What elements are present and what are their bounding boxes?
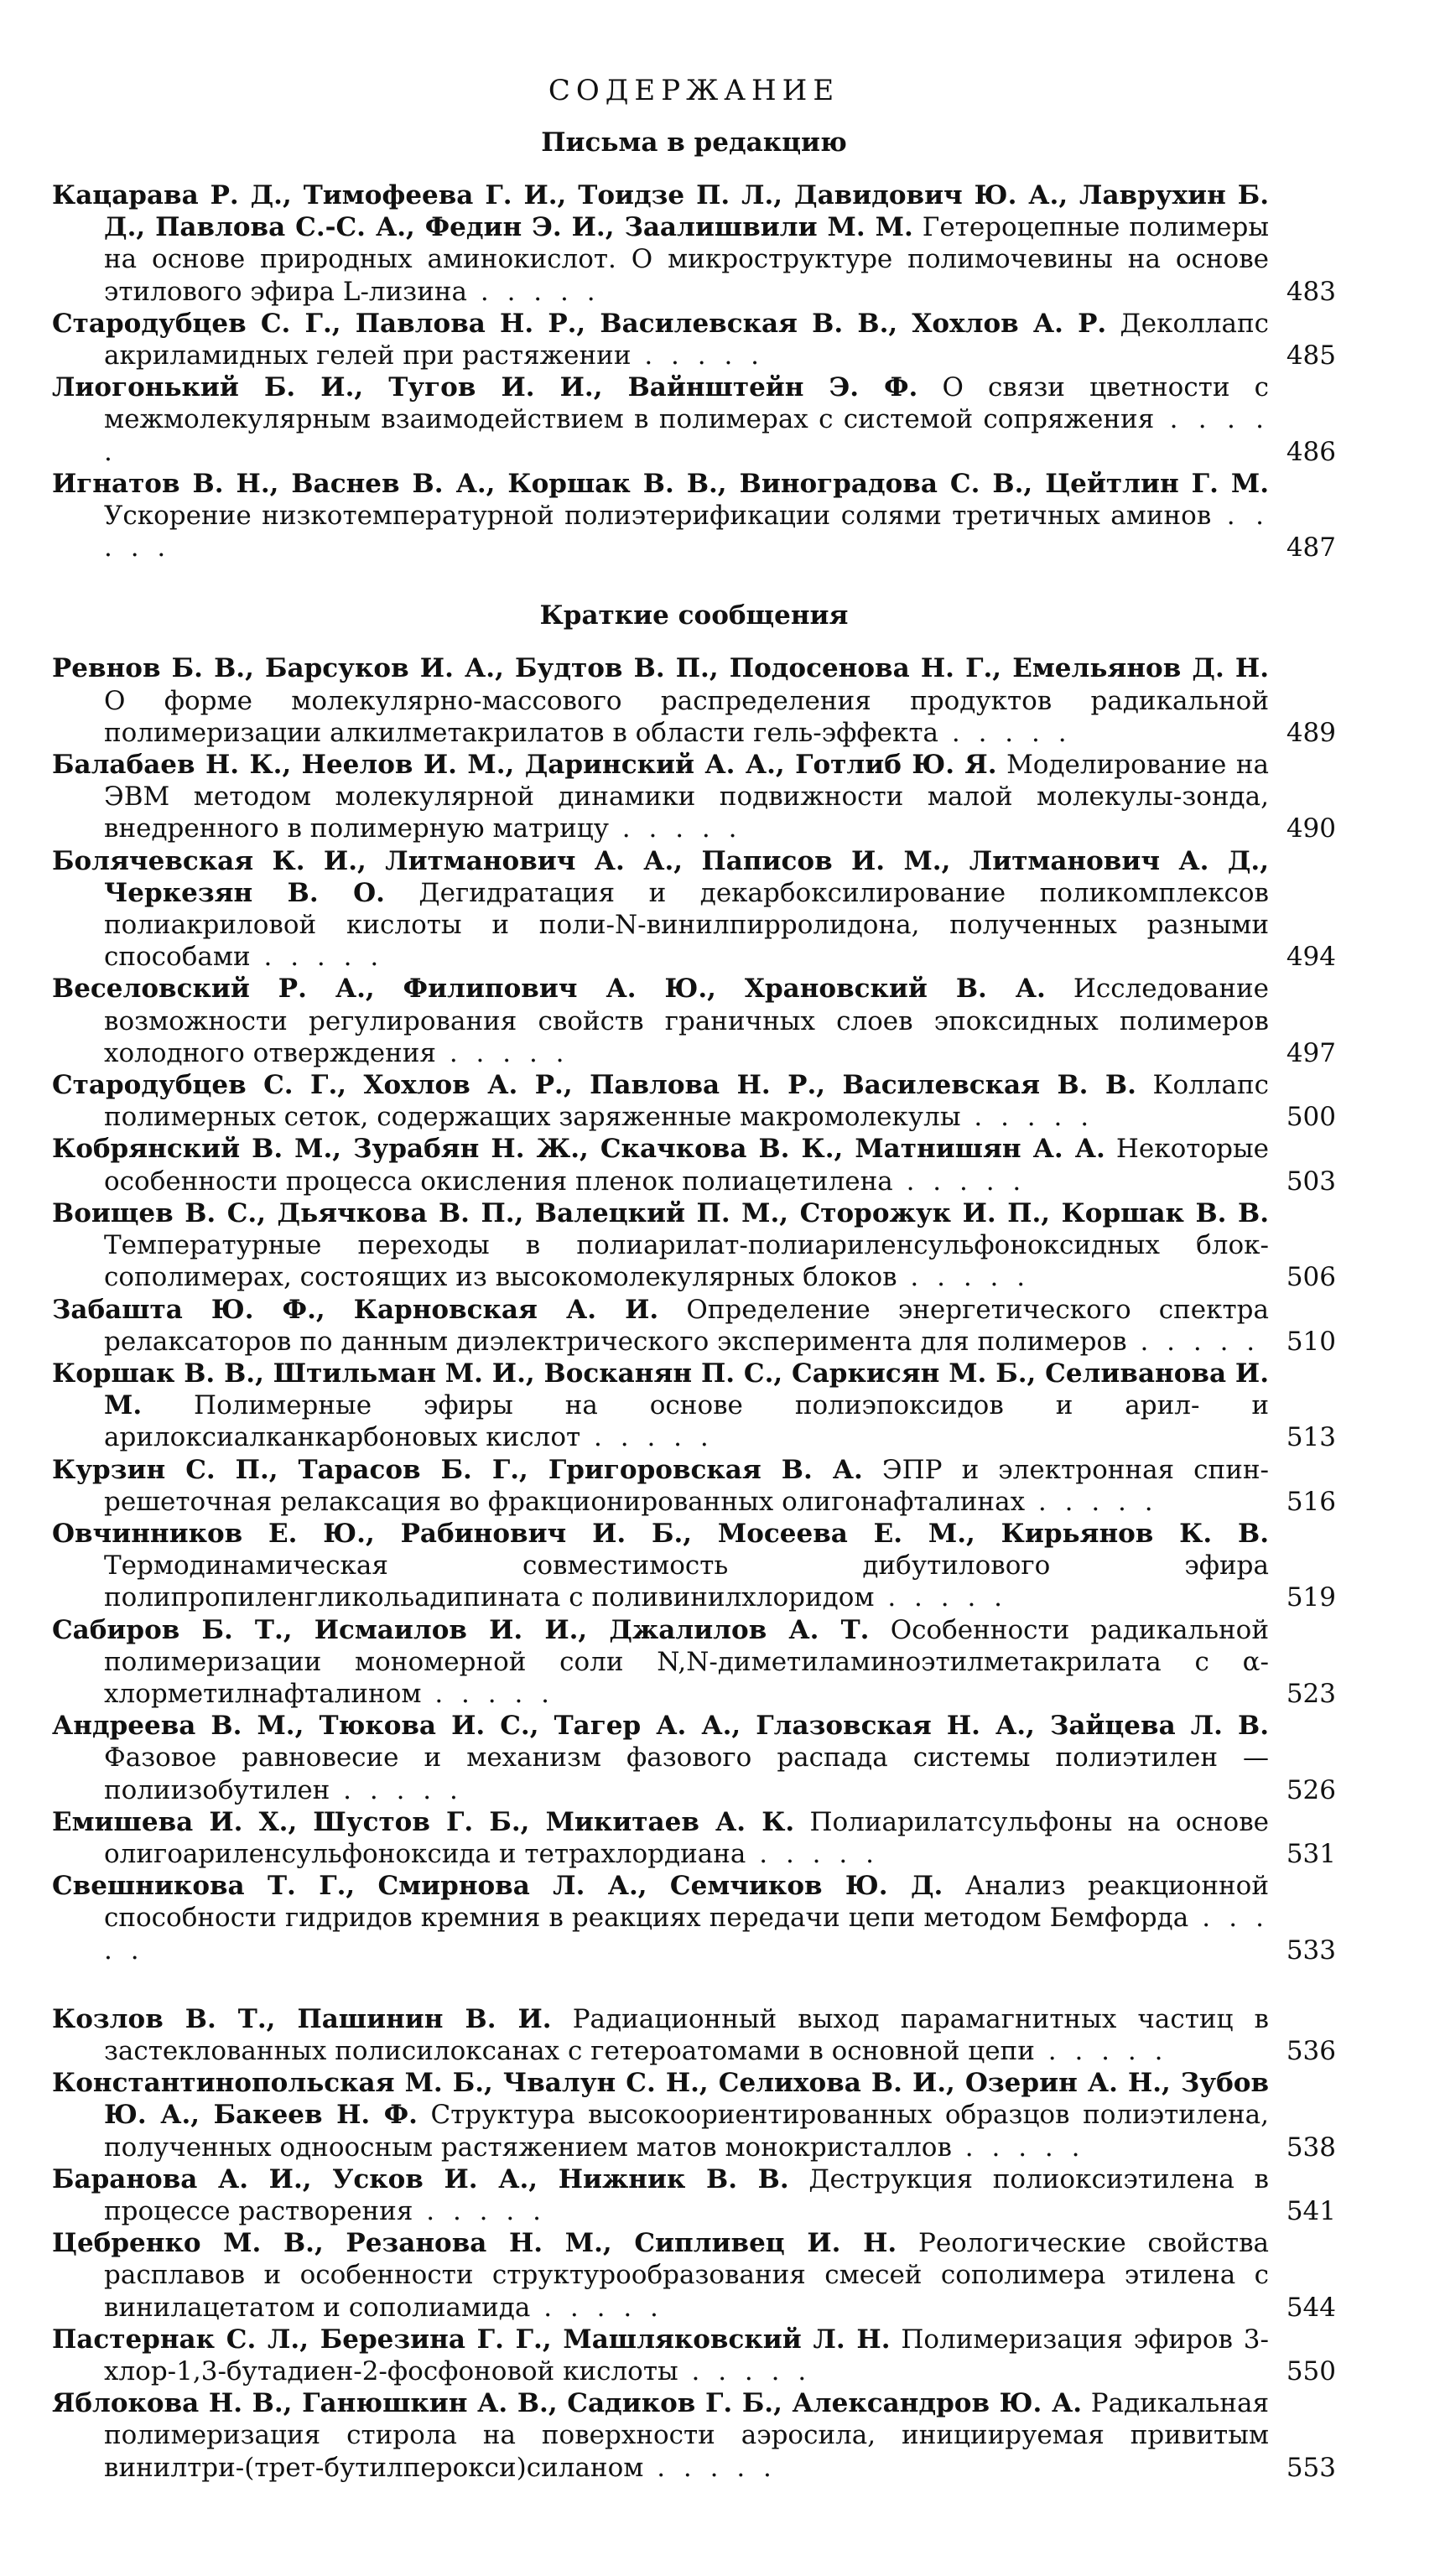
entry-authors: Болячевская К. И., Литманович А. А., Паписов И. М., Литманович А. Д., Черкезян В. О.: [52, 845, 1269, 908]
toc-entry: [52, 1518, 1336, 1614]
entry-title: Фазовое равновесие и механизм фазового распада системы полиэтилен — полиизобутилен: [104, 1742, 1269, 1805]
entry-text: [52, 1294, 1336, 1358]
page-number: 487: [1286, 532, 1336, 564]
entry-title: Полимерные эфиры на основе полиэпоксидов и арил- и арилоксиалканкарбоновых кислот: [104, 1390, 1269, 1453]
entry-title: Анализ реакционной способности гидридов кремния в реакциях передачи цепи методом Бемфорда: [104, 1871, 1269, 1934]
entry-authors: Стародубцев С. Г., Хохлов А. Р., Павлова Н. Р., Василевская В. В.: [52, 1070, 1136, 1101]
toc-entry: [52, 1069, 1336, 1133]
leader-dots: . . . . .: [580, 1422, 714, 1453]
entry-title: Коллапс полимерных сеток, содержащих заряженные макромолекулы: [104, 1070, 1269, 1133]
entry-authors: Игнатов В. Н., Васнев В. А., Коршак В. В., Виноградова С. В., Цейтлин Г. М.: [52, 468, 1269, 499]
page-number: 519: [1286, 1582, 1336, 1613]
toc-entry: [52, 749, 1336, 845]
entry-text: [52, 2387, 1336, 2484]
leader-dots: . . . . .: [1126, 1326, 1260, 1357]
entry-authors: Веселовский Р. А., Филипович А. Ю., Храновский В. А.: [52, 974, 1046, 1005]
entry-authors: Емишева И. Х., Шустов Г. Б., Микитаев А. К.: [52, 1806, 795, 1837]
page-number: 531: [1286, 1838, 1336, 1869]
leader-dots: . . . . .: [608, 813, 742, 844]
toc-sections: [52, 127, 1336, 2484]
entry-title: Исследование возможности регулирования свойств граничных слоев эпоксидных полимеров холодного отверждения: [104, 974, 1269, 1068]
leader-dots: . . . . .: [250, 942, 384, 973]
entry-title: Реологические свойства расплавов и особенности структурообразования смесей сополимера этилена с винилацетатом и сополиамида: [104, 2228, 1270, 2323]
entry-authors: Свешникова Т. Г., Смирнова Л. А., Семчиков Ю. Д.: [52, 1871, 943, 1902]
toc-entry: [52, 2324, 1336, 2387]
entry-text: [52, 1197, 1336, 1294]
entry-text: [52, 1518, 1336, 1614]
toc-entry: [52, 1614, 1336, 1711]
leader-dots: . . . . .: [892, 1166, 1027, 1197]
entry-title: Некоторые особенности процесса окисления пленок полиацетилена: [104, 1134, 1269, 1197]
entry-text: [52, 2163, 1336, 2227]
toc-entry: [52, 2227, 1336, 2324]
toc-entry: [52, 2163, 1336, 2227]
section-title: Письма в редакцию: [541, 127, 847, 158]
entry-text: [52, 652, 1336, 749]
toc-section: [52, 600, 1336, 1966]
entry-authors: Яблокова Н. В., Ганюшкин А. В., Садиков Г. Б., Александров Ю. А.: [52, 2388, 1083, 2419]
page-number: 513: [1286, 1422, 1336, 1453]
entry-authors: Забашта Ю. Ф., Карновская А. И.: [52, 1294, 659, 1325]
page-number: 544: [1286, 2292, 1336, 2323]
toc-entry: [52, 371, 1336, 468]
page-number: 533: [1286, 1935, 1336, 1966]
leader-dots: . . . . .: [421, 1678, 555, 1709]
page-number: 536: [1286, 2035, 1336, 2066]
entry-title: Моделирование на ЭВМ методом молекулярной динамики подвижности малой молекулы-зонда, внедренного в полимерную матрицу: [104, 750, 1269, 844]
entry-text: [52, 1069, 1336, 1133]
leader-dots: . . . . .: [413, 2195, 546, 2226]
entry-text: [52, 1614, 1336, 1711]
leader-dots: . . . . .: [960, 1102, 1094, 1133]
entry-title: Ускорение низкотемпературной полиэтерификации солями третичных аминов: [104, 501, 1212, 532]
toc-entry: [52, 1806, 1336, 1870]
entry-title: Дегидратация и декарбоксилирование поликомплексов полиакриловой кислоты и поли-N-винилпирролидона, полученных разными способами: [104, 877, 1269, 973]
entry-title: ЭПР и электронная спин-решеточная релаксация во фракционированных олигонафталинах: [104, 1454, 1269, 1517]
entry-title: Структура высокоориентированных образцов полиэтилена, полученных одноосным растяжением матов монокристаллов: [104, 2100, 1269, 2163]
leader-dots: . . . . .: [104, 404, 1269, 467]
toc-entry: [52, 2067, 1336, 2163]
entry-authors: Кобрянский В. М., Зурабян Н. Ж., Скачкова В. К., Матнишян А. А.: [52, 1134, 1105, 1165]
entry-title: Особенности радикальной полимеризации мономерной соли N,N-диметиламиноэтилметакрилата с α-хлорметилнафталином: [104, 1614, 1270, 1709]
toc-entry: [52, 1133, 1336, 1197]
page-number: 497: [1286, 1037, 1336, 1068]
leader-dots: . . . . .: [435, 1037, 569, 1068]
toc-entry: [52, 1294, 1336, 1358]
entry-title: Полимеризация эфиров 3-хлор-1,3-бутадиен-2-фосфоновой кислоты: [104, 2324, 1269, 2386]
toc-entry: [52, 1197, 1336, 1294]
leader-dots: . . . . .: [678, 2356, 812, 2386]
entry-text: [52, 1870, 1336, 1966]
page-number: 490: [1286, 813, 1336, 844]
entry-text: [52, 371, 1336, 468]
page-number: 538: [1286, 2132, 1336, 2163]
entry-authors: Стародубцев С. Г., Павлова Н. Р., Василевская В. В., Хохлов А. Р.: [52, 308, 1107, 339]
toc-section: [52, 2003, 1336, 2484]
page-number: 485: [1286, 340, 1336, 371]
toc-entry: [52, 1454, 1336, 1518]
entry-text: [52, 1710, 1336, 1806]
page-number: 553: [1286, 2452, 1336, 2483]
page-number: 494: [1286, 942, 1336, 973]
page-number: 523: [1286, 1678, 1336, 1709]
entry-title: Деколлапс акриламидных гелей при растяжении: [104, 308, 1269, 371]
leader-dots: . . . . .: [897, 1262, 1031, 1293]
entry-text: [52, 1806, 1336, 1870]
entry-authors: Коршак В. В., Штильман М. И., Восканян П. С., Саркисян М. Б., Селиванова И. М.: [52, 1358, 1269, 1421]
entry-authors: Сабиров Б. Т., Исмаилов И. И., Джалилов А. Т.: [52, 1614, 870, 1645]
leader-dots: . . . . .: [874, 1582, 1008, 1613]
toc-entry: [52, 1870, 1336, 1966]
page-number: 506: [1286, 1262, 1336, 1293]
toc-entry: [52, 845, 1336, 974]
toc-entry: [52, 2387, 1336, 2484]
entry-authors: Андреева В. М., Тюкова И. С., Тагер А. А., Глазовская Н. А., Зайцева Л. В.: [52, 1711, 1269, 1742]
page-number: 486: [1286, 436, 1336, 467]
page-number: 500: [1286, 1102, 1336, 1133]
page-number: 541: [1286, 2195, 1336, 2226]
entry-text: [52, 845, 1336, 974]
entry-authors: Воищев В. С., Дьячкова В. П., Валецкий П. М., Сторожук И. П., Коршак В. В.: [52, 1197, 1269, 1228]
entry-title: О связи цветности с межмолекулярным взаимодействием в полимерах с системой сопряжения: [104, 372, 1269, 435]
entry-authors: Ревнов Б. В., Барсуков И. А., Будтов В. П., Подосенова Н. Г., Емельянов Д. Н.: [52, 653, 1269, 684]
entry-authors: Козлов В. Т., Пашинин В. И.: [52, 2003, 552, 2034]
entry-authors: Курзин С. П., Тарасов Б. Г., Григоровская В. А.: [52, 1454, 863, 1485]
leader-dots: . . . . .: [104, 1903, 1270, 1966]
entry-title: Полиарилатсульфоны на основе олигоариленсульфоноксида и тетрахлордиана: [104, 1806, 1270, 1869]
entry-title: Деструкция полиоксиэтилена в процессе растворения: [104, 2163, 1270, 2226]
toc-entry: [52, 973, 1336, 1069]
entry-title: Температурные переходы в полиарилат-полиариленсульфоноксидных блок-сополимерах, состоящих из высокомолекулярных блоков: [104, 1230, 1269, 1293]
entry-title: Определение энергетического спектра релаксаторов по данным диэлектрического эксперимента для полимеров: [104, 1294, 1270, 1357]
toc-entry: [52, 179, 1336, 308]
leader-dots: . . . . .: [938, 717, 1072, 748]
page-number: 526: [1286, 1774, 1336, 1805]
leader-dots: . . . . .: [643, 2452, 777, 2483]
leader-dots: . . . . .: [330, 1774, 463, 1805]
page-number: 483: [1286, 276, 1336, 307]
entry-text: [52, 179, 1336, 308]
entry-text: [52, 2067, 1336, 2163]
entry-text: [52, 1454, 1336, 1518]
page-number: 503: [1286, 1166, 1336, 1197]
entry-title: Термодинамическая совместимость дибутилового эфира полипропиленгликольадипината с поливинилхлоридом: [104, 1550, 1269, 1613]
toc-section: [52, 127, 1336, 564]
entry-text: [52, 1358, 1336, 1454]
leader-dots: . . . . .: [631, 340, 765, 371]
toc-entry: [52, 1710, 1336, 1806]
entry-text: [52, 749, 1336, 845]
page-number: 516: [1286, 1486, 1336, 1517]
entry-authors: Овчинников Е. Ю., Рабинович И. Б., Мосеева Е. М., Кирьянов К. В.: [52, 1518, 1269, 1549]
entry-title: О форме молекулярно-массового распределения продуктов радикальной полимеризации алкилметакрилатов в области гель-эффекта: [104, 685, 1269, 748]
entry-text: [52, 1133, 1336, 1197]
entry-authors: Константинопольская М. Б., Чвалун С. Н., Селихова В. И., Озерин А. Н., Зубов Ю. А., Бакеев Н. Ф.: [52, 2068, 1269, 2131]
page-number: 510: [1286, 1326, 1336, 1357]
toc-entry: [52, 2003, 1336, 2067]
leader-dots: . . . . .: [530, 2292, 663, 2323]
leader-dots: . . . . .: [104, 501, 1269, 564]
entry-text: [52, 973, 1336, 1069]
entry-authors: Лиогонький Б. И., Тугов И. И., Вайнштейн Э. Ф.: [52, 372, 918, 403]
page-number: 550: [1286, 2356, 1336, 2386]
toc-entry: [52, 1358, 1336, 1454]
entry-text: [52, 308, 1336, 371]
toc-entry: [52, 308, 1336, 371]
entry-title: Радикальная полимеризация стирола на поверхности аэросила, инициируемая привитым винилтри-(трет-бутилперокси)силаном: [104, 2388, 1269, 2483]
entry-title: Гетероцепные полимеры на основе природных аминокислот. О микроструктуре полимочевины на основе этилового эфира L-лизина: [104, 212, 1269, 307]
section-title: Краткие сообщения: [539, 600, 849, 631]
leader-dots: . . . . .: [951, 2132, 1085, 2163]
toc-entry: [52, 652, 1336, 749]
leader-dots: . . . . .: [746, 1838, 879, 1869]
entry-text: [52, 2003, 1336, 2067]
toc-entry: [52, 468, 1336, 564]
leader-dots: . . . . .: [467, 276, 600, 307]
entry-authors: Цебренко М. В., Резанова Н. М., Сипливец И. Н.: [52, 2228, 897, 2259]
entry-text: [52, 468, 1336, 564]
page-title: СОДЕРЖАНИЕ: [548, 74, 840, 107]
entry-authors: Пастернак С. Л., Березина Г. Г., Машляковский Л. Н.: [52, 2324, 891, 2355]
entry-authors: Балабаев Н. К., Неелов И. М., Даринский А. А., Готлиб Ю. Я.: [52, 750, 997, 781]
leader-dots: . . . . .: [1025, 1486, 1158, 1517]
entry-title: Радиационный выход парамагнитных частиц в застеклованных полисилоксанах с гетероатомами в основной цепи: [104, 2003, 1270, 2066]
entry-authors: Баранова А. И., Усков И. А., Нижник В. В.: [52, 2163, 789, 2194]
leader-dots: . . . . .: [1034, 2035, 1168, 2066]
entry-text: [52, 2324, 1336, 2387]
entry-authors: Кацарава Р. Д., Тимофеева Г. И., Тоидзе П. Л., Давидович Ю. А., Лаврухин Б. Д., Павлова С.-С. А., Федин Э. И., Заалишвили М. М.: [52, 180, 1269, 243]
entry-text: [52, 2227, 1336, 2324]
page-number: 489: [1286, 717, 1336, 748]
